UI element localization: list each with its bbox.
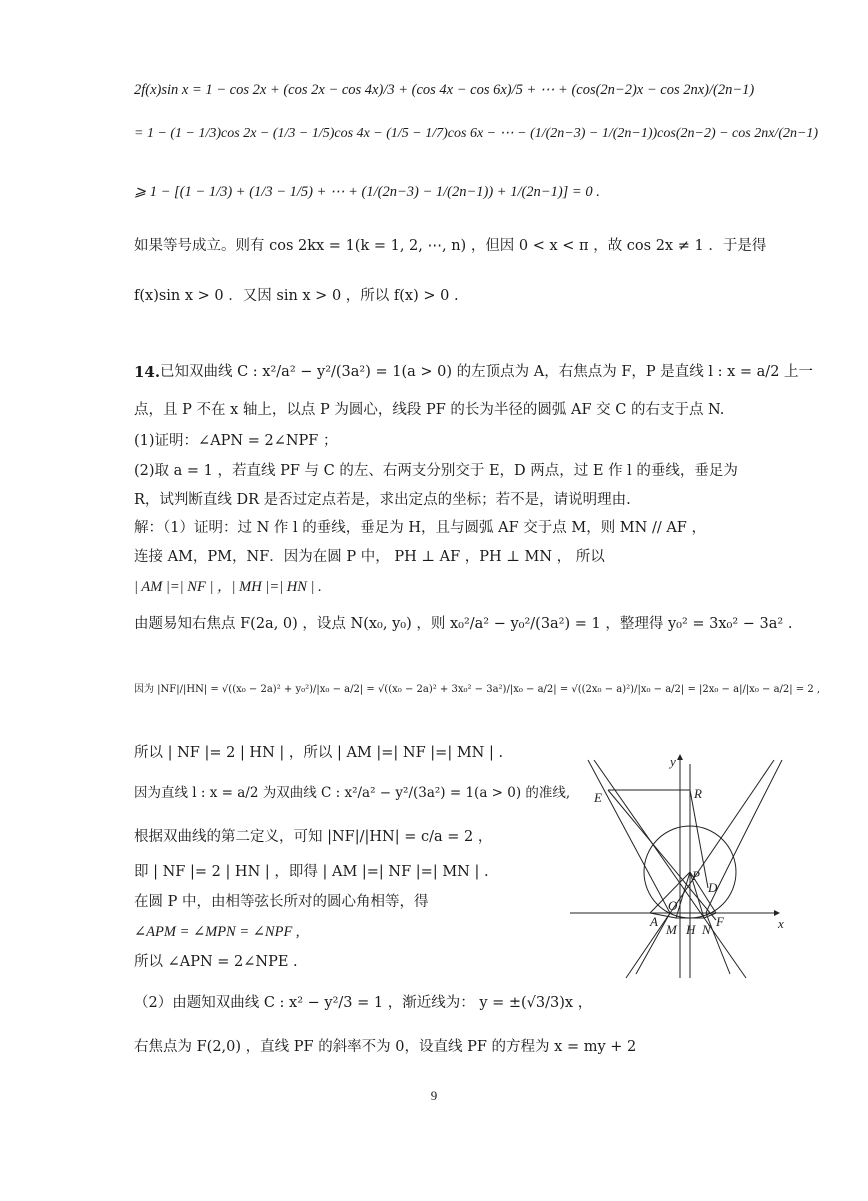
- problem-part-1: (1)证明：∠APN = 2∠NPF ；: [134, 433, 338, 449]
- label-m: M: [666, 922, 677, 937]
- problem-statement-1: 已知双曲线 C : x²/a² − y²/(3a²) = 1(a > 0) 的左顶点为 A，右焦点为 F，P 是直线 l : x = a/2 上一: [160, 364, 814, 380]
- solution-line-6: 所以 | NF |= 2 | HN | ，所以 | AM |=| NF |=| MN | .: [134, 745, 504, 761]
- label-a: A: [650, 914, 658, 929]
- solution-line-2: 连接 AM，PM，NF．因为在圆 P 中， PH ⊥ AF ，PH ⊥ MN ， 所以: [134, 549, 605, 565]
- solution-line-10: 在圆 P 中，由相等弦长所对的圆心角相等，得: [134, 894, 429, 910]
- solution-line-12: 所以 ∠APN = 2∠NPE .: [134, 954, 298, 970]
- asymptote-1: [594, 760, 746, 978]
- proof-line-5: f(x)sin x > 0 ．又因 sin x > 0 ，所以 f(x) > 0 .: [134, 288, 459, 304]
- problem-part-2-cont: R，试判断直线 DR 是否过定点若是，求出定点的坐标；若不是，请说明理由.: [134, 492, 631, 508]
- proof-line-4: 如果等号成立。则有 cos 2kx = 1(k = 1, 2, ⋯, n) ，但因 0 < x < π ，故 cos 2x ≠ 1 ．于是得: [134, 238, 767, 254]
- hyperbola-figure: [566, 752, 791, 980]
- solution-line-3: | AM |=| NF | ，| MH |=| HN | .: [134, 579, 322, 595]
- label-r: R: [694, 786, 702, 801]
- solution-line-1: 解：（1）证明：过 N 作 l 的垂线，垂足为 H，且与圆弧 AF 交于点 M，则 MN // AF ，: [134, 520, 706, 536]
- proof-line-2: = 1 − (1 − 1/3)cos 2x − (1/3 − 1/5)cos 4x − (1/5 − 1/7)cos 6x − ⋯ − (1/(2n−3) − 1/(2n−1))cos(2n−2) − cos 2nx/(2n−1): [134, 126, 819, 141]
- label-d: D: [708, 880, 718, 895]
- y-axis-arrow: [677, 754, 683, 760]
- label-f: F: [716, 914, 724, 929]
- problem-statement-2: 点，且 P 不在 x 轴上，以点 P 为圆心，线段 PF 的长为半径的圆弧 AF 交 C 的右支于点 N.: [134, 402, 725, 418]
- label-y: y: [670, 754, 676, 769]
- solution-line-9: 即 | NF |= 2 | HN | ，即得 | AM |=| NF |=| MN | .: [134, 864, 489, 880]
- proof-line-1: 2f(x)sin x = 1 − cos 2x + (cos 2x − cos 4x)/3 + (cos 4x − cos 6x)/5 + ⋯ + (cos(2n−2)x − cos 2nx)/(2n−1): [134, 82, 755, 98]
- solution-line-14: 右焦点为 F(2,0) ，直线 PF 的斜率不为 0，设直线 PF 的方程为 x = my + 2: [134, 1039, 637, 1055]
- solution-line-4: 由题易知右焦点 F(2a, 0) ，设点 N(x₀, y₀) ，则 x₀²/a² − y₀²/(3a²) = 1 ，整理得 y₀² = 3x₀² − 3a² .: [134, 616, 793, 632]
- solution-line-8: 根据双曲线的第二定义，可知 |NF|/|HN| = c/a = 2 ，: [134, 829, 493, 845]
- label-h: H: [686, 922, 696, 937]
- proof-line-3: ⩾ 1 − [(1 − 1/3) + (1/3 − 1/5) + ⋯ + (1/(2n−3) − 1/(2n−1)) + 1/(2n−1)] = 0 .: [134, 184, 600, 200]
- label-n: N: [702, 922, 711, 937]
- solution-line-13: （2）由题知双曲线 C : x² − y²/3 = 1 ，渐近线为： y = ±(√3/3)x ，: [134, 995, 593, 1011]
- problem-number: 14.: [134, 363, 161, 381]
- solution-line-7: 因为直线 l : x = a/2 为双曲线 C : x²/a² − y²/(3a²) = 1(a > 0) 的准线,: [134, 785, 571, 801]
- label-e: E: [594, 790, 602, 805]
- label-o: O: [668, 898, 678, 913]
- page-number: 9: [430, 1088, 438, 1103]
- solution-line-11: ∠APM = ∠MPN = ∠NPF ,: [134, 924, 300, 940]
- hyperbola-right-branch: [706, 760, 782, 974]
- label-p: P: [692, 868, 700, 883]
- solution-line-5: 因为 |NF|/|HN| = √((x₀ − 2a)² + y₀²)/|x₀ − a/2| = √((x₀ − 2a)² + 3x₀² − 3a²)/|x₀ − a/2| = √((2x₀ − a)²)/|x₀ − a/2| = |2x₀ − a|/|x₀ − a/2| = 2 ,: [134, 684, 821, 695]
- label-x: x: [778, 916, 784, 931]
- problem-part-2: (2)取 a = 1 ，若直线 PF 与 C 的左、右两支分别交于 E，D 两点，过 E 作 l 的垂线，垂足为: [134, 463, 738, 479]
